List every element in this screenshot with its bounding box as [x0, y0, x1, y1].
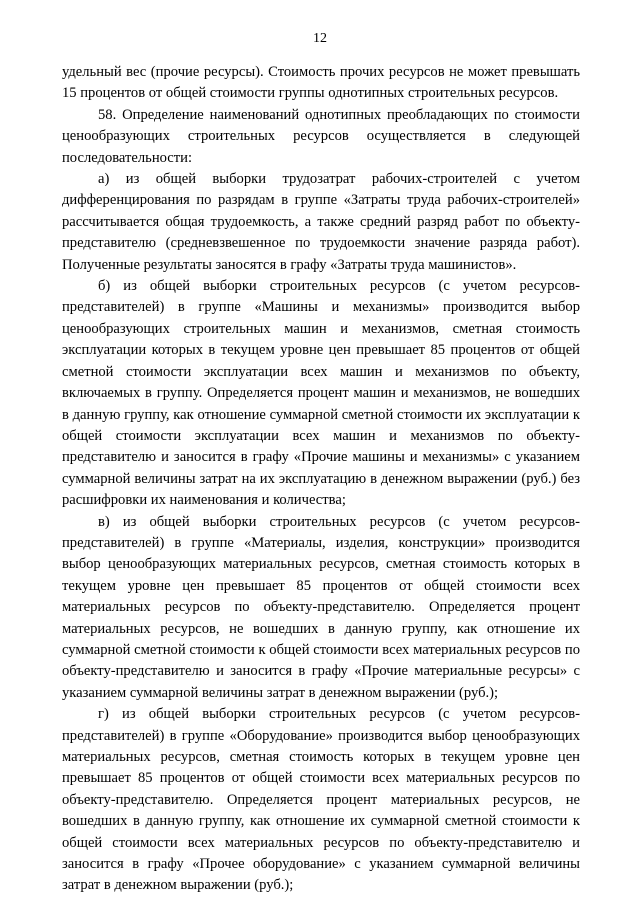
paragraph-subitem-a: а) из общей выборки трудозатрат рабочих-строителей с учетом дифференцирования по разрядам в группе «Затраты труда рабочих-строителей» рассчитывается общая трудоемкость, а также средний разряд работ по объекту-представителю (средневзвешенное по трудоемкости значение разряда работ). Полученные результаты заносятся в графу «Затраты труда машинистов».	[62, 171, 580, 273]
paragraph-subitem-b: б) из общей выборки строительных ресурсов (с учетом ресурсов-представителей) в группе «Машины и механизмы» производится выбор ценообразующих строительных машин и механизмов, сметная стоимость эксплуатации которых в текущем уровне цен превышает 85 процентов от общей сметной стоимости эксплуатации всех машин и механизмов по объекту, включаемых в группу. Определяется процент машин и механизмов, не вошедших в данную группу, как отношение суммарной сметной стоимости их эксплуатации к общей стоимости эксплуатации всех машин и механизмов по объекту-представителю и заносится в графу «Прочие машины и механизмы» с указанием суммарной величины затрат на их эксплуатацию в денежном выражении (руб.) без расшифровки их наименования и количества;	[62, 278, 580, 509]
paragraph-continuation: удельный вес (прочие ресурсы). Стоимость прочих ресурсов не может превышать 15 процентов от общей стоимости группы однотипных строительных ресурсов.	[62, 64, 580, 102]
paragraph-subitem-v: в) из общей выборки строительных ресурсов (с учетом ресурсов-представителей) в группе «Материалы, изделия, конструкции» производится выбор ценообразующих материальных ресурсов, сметная стоимость которых в текущем уровне цен превышает 85 процентов от общей стоимости всех материальных ресурсов по объекту-представителю. Определяется процент материальных ресурсов, не вошедших в данную группу, как отношение их суммарной сметной стоимости к общей стоимости всех материальных ресурсов по объекту-представителю и заносится в графу «Прочие материальные ресурсы» с указанием суммарной величины затрат в денежном выражении (руб.);	[62, 513, 580, 701]
paragraph-item-58: 58. Определение наименований однотипных преобладающих по стоимости ценообразующих строительных ресурсов осуществляется в следующей последовательности:	[62, 106, 580, 166]
page-number: 12	[313, 31, 327, 46]
document-body	[62, 62, 580, 897]
paragraph-subitem-g: г) из общей выборки строительных ресурсов (с учетом ресурсов-представителей) в группе «Оборудование» производится выбор ценообразующих материальных ресурсов, сметная стоимость которых в текущем уровне цен превышает 85 процентов от общей стоимости всех материальных ресурсов по объекту-представителю. Определяется процент материальных ресурсов, не вошедших в данную группу, как отношение их суммарной сметной стоимости к общей стоимости всех материальных ресурсов по объекту-представителю и заносится в графу «Прочее оборудование» с указанием суммарной величины затрат в денежном выражении (руб.);	[62, 706, 580, 894]
